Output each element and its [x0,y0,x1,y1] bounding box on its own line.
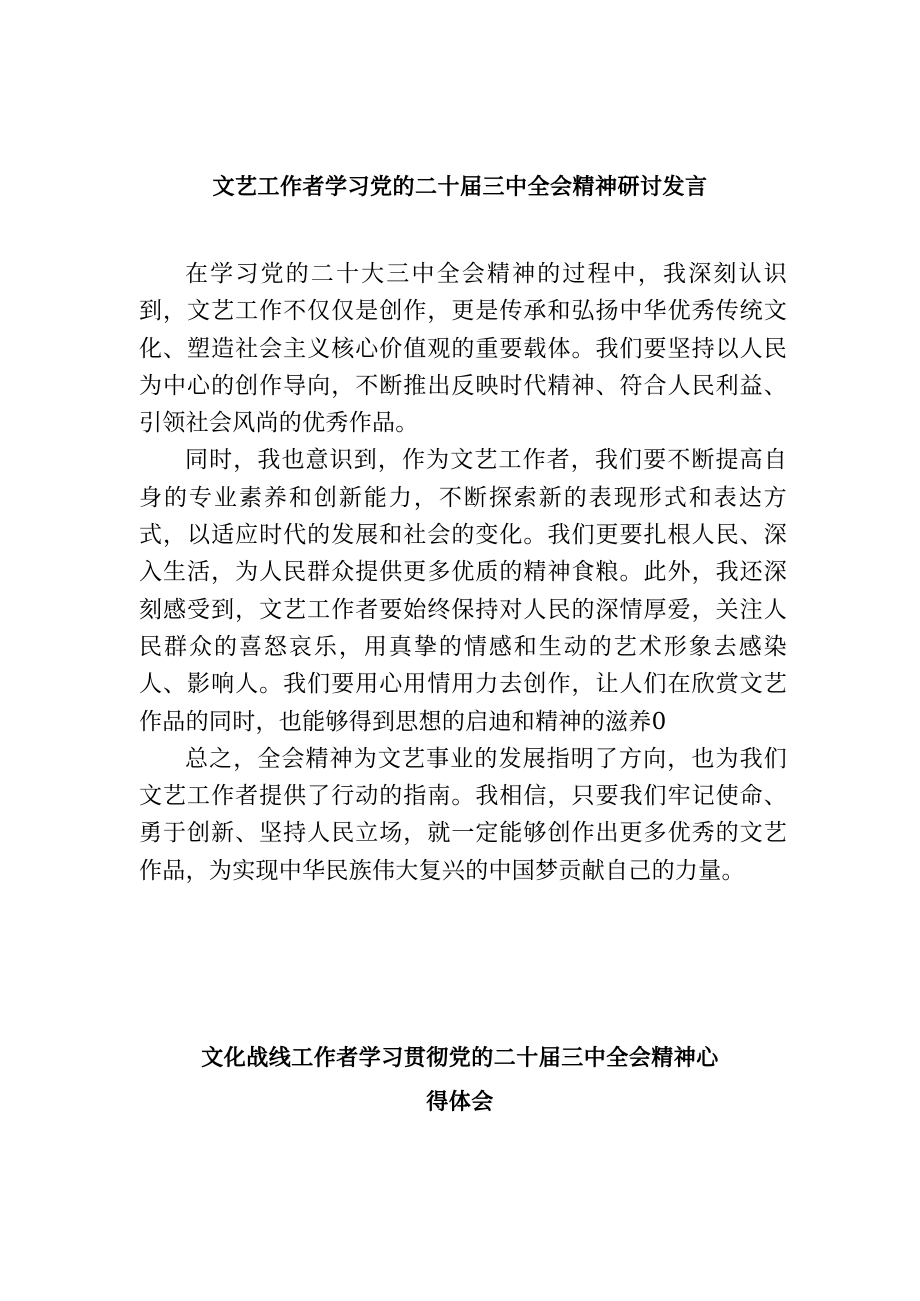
document-body [139,256,787,890]
second-title-line-2: 得体会 [426,1090,494,1115]
paragraph-2: 同时，我也意识到，作为文艺工作者，我们要不断提高自身的专业素养和创新能力，不断探索新的表现形式和表达方式，以适应时代的发展和社会的变化。我们更要扎根人民、深入生活，为人民群众提供更多优质的精神食粮。此外，我还深刻感受到，文艺工作者要始终保持对人民的深情厚爱，关注人民群众的喜怒哀乐，用真挚的情感和生动的艺术形象去感染人、影响人。我们要用心用情用力去创作，让人们在欣赏文艺作品的同时，也能够得到思想的启迪和精神的滋养0 [139,447,787,735]
second-document-title [0,1037,920,1125]
paragraph-3: 总之，全会精神为文艺事业的发展指明了方向，也为我们文艺工作者提供了行动的指南。我相信，只要我们牢记使命、勇于创新、坚持人民立场，就一定能够创作出更多优秀的文艺作品，为实现中华民族伟大复兴的中国梦贡献自己的力量。 [139,745,787,884]
paragraph-1: 在学习党的二十大三中全会精神的过程中，我深刻认识到，文艺工作不仅仅是创作，更是传承和弘扬中华优秀传统文化、塑造社会主义核心价值观的重要载体。我们要坚持以人民为中心的创作导向，不断推出反映时代精神、符合人民利益、引领社会风尚的优秀作品。 [139,261,787,437]
document-title: 文艺工作者学习党的二十届三中全会精神研讨发言 [212,175,708,200]
second-title-line-1: 文化战线工作者学习贯彻党的二十届三中全会精神心 [201,1046,719,1071]
